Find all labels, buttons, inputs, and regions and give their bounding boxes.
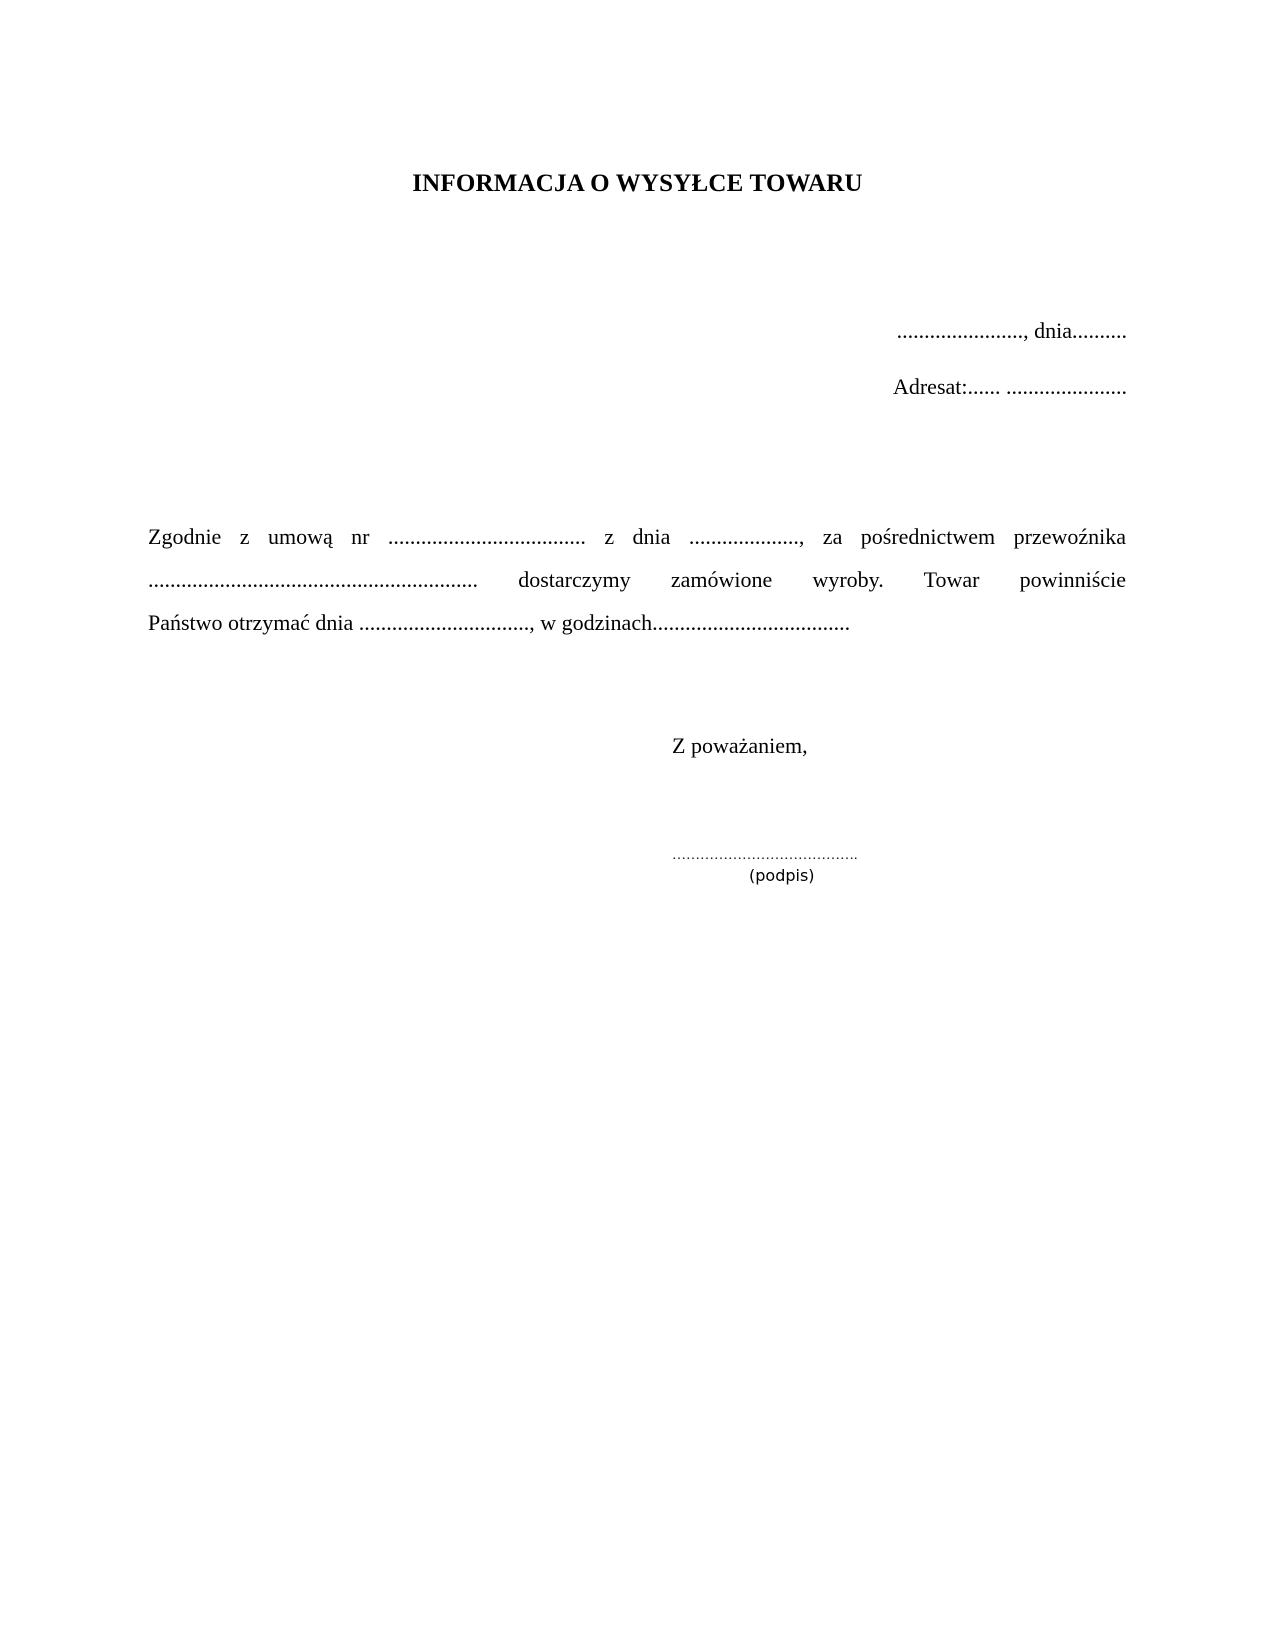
body-line-3: Państwo otrzymać dnia ..............................., w godzinach.................................... bbox=[148, 610, 851, 635]
addressee-line: Adresat:...... ...................... bbox=[892, 374, 1127, 399]
body-line-1: Zgodnie z umową nr .................................... z dnia ...................., za pośrednictwem przewoźnika bbox=[148, 524, 1126, 549]
signature-label: (podpis) bbox=[749, 866, 815, 885]
signature-line: …………………………………. bbox=[672, 848, 858, 863]
body-line-2: ............................................................ dostarczymy zamówione wyroby. Towar powinniście bbox=[148, 567, 1126, 592]
place-date-line: ......................., dnia.......... bbox=[896, 318, 1127, 343]
body-paragraph bbox=[148, 515, 1126, 644]
document-title: INFORMACJA O WYSYŁCE TOWARU bbox=[412, 170, 863, 197]
closing-phrase: Z poważaniem, bbox=[672, 733, 808, 758]
